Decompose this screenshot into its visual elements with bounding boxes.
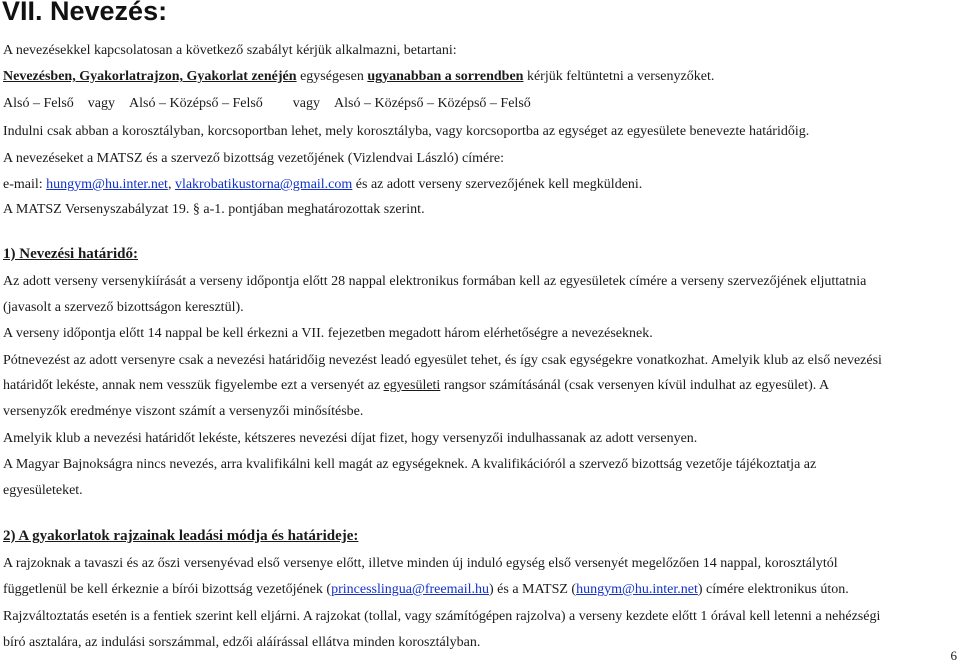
section2-line-text-end: ) címére elektronikus úton. — [697, 582, 849, 597]
sequence-or-2: vagy — [292, 96, 321, 111]
email-link-vlakrobatika[interactable]: vlakrobatikustorna@gmail.com — [174, 177, 353, 192]
section1-line: Amelyik klub a nevezési határidőt lekéste, kétszeres nevezési díjat fizet, hogy versenyzői indulhassanak az adott versenyen. — [3, 431, 698, 446]
page-title: VII. Nevezés: — [2, 0, 168, 26]
section1-heading: 1) Nevezési határidő: — [3, 246, 138, 262]
order-rule-tail: kérjük feltüntetni a versenyzőket. — [523, 69, 715, 84]
sequence-option-3: Alsó – Középső – Középső – Felső — [334, 96, 531, 111]
section1-line: versenyzők eredménye viszont számít a versenyzői minősítésbe. — [3, 404, 364, 419]
section1-underlined-word: egyesületi — [383, 378, 441, 393]
email-line — [3, 176, 642, 194]
section1-line: (javasolt a szervező bizottságon keresztül). — [3, 300, 244, 315]
section2-line: Rajzváltoztatás esetén is a fentiek szerint kell eljárni. A rajzokat (tollal, vagy számítógépen rajzolva) a verseny kezdete előtt 1 órával kell letenni a nehézségi — [3, 609, 881, 624]
section1-line: Az adott verseny versenykiírását a verseny időpontja előtt 28 nappal elektronikus formában kell az egyesületek címére a verseny szervezőjének eljuttatnia — [3, 274, 867, 289]
send-to-text: A nevezéseket a MATSZ és a szervező bizottság vezetőjének (Vizlendvai László) címére: — [3, 151, 504, 166]
start-rule: Indulni csak abban a korosztályban, korcsoportban lehet, mely korosztályba, vagy korcsoportba az egységet az egyesülete benevezte határidőig. — [3, 124, 810, 139]
section1-line: egyesületeket. — [3, 483, 83, 498]
section1-line: A Magyar Bajnokságra nincs nevezés, arra kvalifikálni kell magát az egységeknek. A kvalifikációról a szervező bizottság vezetője tájékoztatja az — [3, 457, 817, 472]
section2-line: A rajzoknak a tavaszi és az őszi versenyévad első versenye előtt, illetve minden új induló egység első versenyét megelőzően 14 nappal, korosztálytól — [3, 556, 838, 571]
email-separator: , — [167, 177, 175, 192]
section2-line — [3, 581, 849, 599]
section2-line-text: függetlenül be kell érkeznie a bírói bizottság vezetőjének ( — [3, 582, 332, 597]
page-number: 6 — [950, 648, 957, 663]
section1-line-text-end: rangsor számításánál (csak versenyen kívül indulhat az egyesület). A — [440, 378, 830, 393]
section1-line-text: határidőt lekéste, annak nem vesszük figyelembe ezt a versenyét az — [3, 378, 384, 393]
intro-text: A nevezésekkel kapcsolatosan a következő szabályt kérjük alkalmazni, betartani: — [3, 43, 457, 58]
section2-line-text-mid: ) és a MATSZ ( — [489, 582, 577, 597]
email-link-princesslingua[interactable]: princesslingua@freemail.hu — [331, 582, 489, 597]
order-rule-text: egységesen — [296, 69, 368, 84]
section1-line — [3, 377, 829, 395]
email-link-hungym[interactable]: hungym@hu.inter.net — [46, 177, 168, 192]
order-rule-emphasis: ugyanabban a sorrendben — [367, 69, 524, 84]
sequence-option-2: Alsó – Középső – Felső — [129, 96, 263, 111]
email-suffix: és az adott verseny szervezőjének kell megküldeni. — [352, 177, 643, 192]
section1-line: A verseny időpontja előtt 14 nappal be kell érkezni a VII. fejezetben megadott három elérhetőségre a nevezéseknek. — [3, 326, 653, 341]
section1-line: Pótnevezést az adott versenyre csak a nevezési határidőig nevezést leadó egyesület tehet, és így csak egységekre vonatkozhat. Amelyik klub az első nevezési — [3, 353, 882, 368]
rules-reference: A MATSZ Versenyszabályzat 19. § a-1. pontjában meghatározottak szerint. — [3, 202, 425, 217]
email-link-hungym-2[interactable]: hungym@hu.inter.net — [576, 582, 698, 597]
sequence-option-1: Alsó – Felső — [3, 96, 74, 111]
order-rule — [3, 68, 714, 86]
section2-heading: 2) A gyakorlatok rajzainak leadási módja és határideje: — [3, 528, 359, 544]
sequence-line — [3, 95, 531, 113]
email-prefix: e-mail: — [3, 177, 47, 192]
section2-line: bíró asztalára, az indulási sorszámmal, edzői aláírással ellátva minden korosztályban. — [3, 635, 481, 650]
order-rule-items: Nevezésben, Gyakorlatrajzon, Gyakorlat zenéjén — [3, 69, 297, 84]
sequence-or-1: vagy — [87, 96, 116, 111]
